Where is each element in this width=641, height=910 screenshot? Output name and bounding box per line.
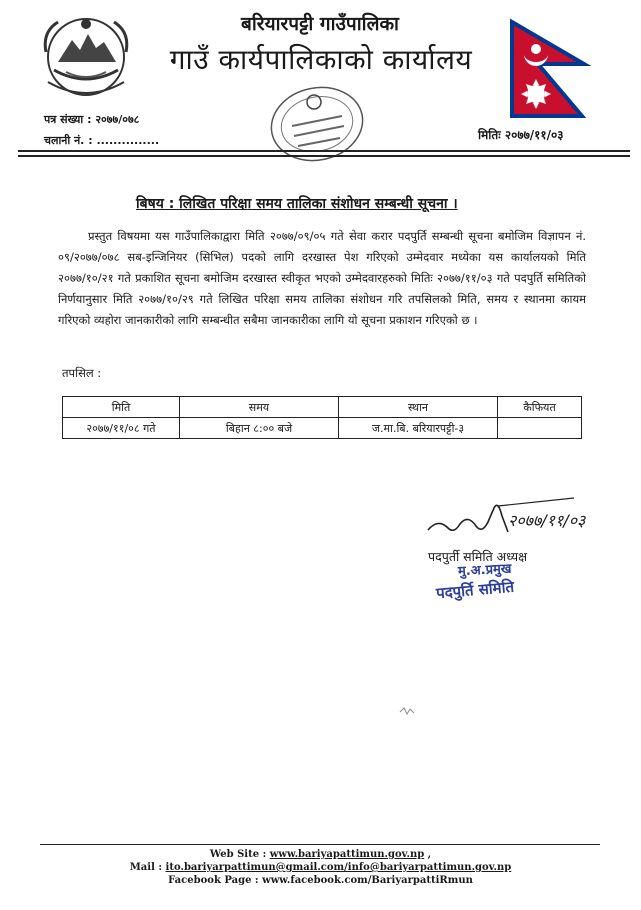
- patra-sankhya: [44, 112, 139, 127]
- website-suffix: ,: [424, 849, 432, 860]
- table-header-row: [63, 397, 582, 418]
- website-label: Web Site :: [209, 849, 267, 860]
- handwritten-signature: [424, 494, 594, 544]
- notice-body: प्रस्तुत विषयमा यस गाउँपालिकाद्वारा मिति २०७७/०९/०५ गते सेवा करार पदपुर्ति सम्बन्धी सूचना बमोजिम विज्ञापन नं. ०९/२०७७/०७८ सब-इन्जिनियर (सिभिल) पदको लागि दरखास्त पेश गरिएको उम्मेदवार मध्येका यस कार्यालयको मिति २०७७/१०/२१ गते प्रकाशित सूचना बमोजिम दरखास्त स्वीकृत भएको उम्मेदवारहरुको मितिः २०७७/११/०३ गते पदपुर्ति समितिको निर्णयानुसार मिति २०७७/१०/२९ गते लिखित परिक्षा समय तालिका संशोधन गरि तपसिलको मिति, समय र स्थानमा कायम गरिएको व्यहोरा जानकारीको लागि सम्बन्धीत सबैमा जानकारीका लागि यो सूचना प्रकाशन गरिएको छ ।: [58, 229, 586, 327]
- tapsil-label: तपसिल :: [62, 366, 102, 380]
- chalani-number: [44, 133, 159, 148]
- header-rule: [18, 150, 630, 152]
- website-link[interactable]: www.bariyapattimun.gov.np: [269, 849, 425, 860]
- cell-remarks: [498, 418, 582, 439]
- chalani-value: ...............: [96, 134, 160, 147]
- table-row: [63, 418, 582, 439]
- footer-website: [0, 849, 641, 860]
- patra-sankhya-value: २०७७/०७८: [95, 113, 140, 126]
- chalani-label: चलानी नं. :: [44, 134, 93, 147]
- date-value: २०७७/११/०३: [504, 128, 564, 142]
- seal-top-text: मु.अ.प्रमुख: [457, 561, 512, 580]
- facebook-link[interactable]: www.facebook.com/BariyarpattiRmun: [262, 875, 473, 886]
- subject-heading: बिषय : लिखित परिक्षा समय तालिका संशोधन सम्बन्धी सूचना ।: [136, 196, 458, 212]
- mail-label: Mail :: [129, 862, 163, 873]
- mail-link[interactable]: ito.bariyarpattimun@gmail.com/info@bariyarpattimun.gov.np: [165, 862, 512, 873]
- cell-time: बिहान ८:०० बजे: [180, 418, 339, 439]
- seal-bottom-text: पदपुर्ति समिति: [435, 577, 515, 603]
- schedule-table: [62, 396, 582, 439]
- cell-place: ज.मा.बि. बरियारपट्टी-३: [339, 418, 498, 439]
- column-header-place: स्थान: [339, 397, 498, 418]
- ink-smudge: [398, 706, 416, 718]
- letter-date: [478, 126, 564, 143]
- column-header-date: मिति: [63, 397, 180, 418]
- cell-date: २०७७/११/०८ गते: [63, 418, 180, 439]
- facebook-label: Facebook Page :: [168, 875, 259, 886]
- column-header-time: समय: [180, 397, 339, 418]
- footer-facebook: [0, 875, 641, 886]
- signature-date: २०७७/११/०३: [508, 511, 586, 530]
- nepal-emblem-icon: [36, 12, 136, 102]
- office-stamp: [262, 82, 372, 166]
- office-name: गाउँ कार्यपालिकाको कार्यालय: [169, 43, 473, 76]
- nepal-flag-icon: [506, 18, 592, 122]
- patra-sankhya-label: पत्र संख्या :: [44, 113, 92, 126]
- signatory-title: पदपुर्ती समिति अध्यक्ष: [428, 549, 528, 564]
- footer-mail: [0, 862, 641, 873]
- date-label: मितिः: [478, 128, 501, 142]
- footer-rule: [40, 844, 600, 845]
- committee-seal: [436, 560, 576, 610]
- column-header-remarks: कैफियत: [498, 397, 582, 418]
- header-rule-secondary: [18, 155, 630, 157]
- municipality-name: बरियारपट्टी गाउँपालिका: [241, 13, 399, 35]
